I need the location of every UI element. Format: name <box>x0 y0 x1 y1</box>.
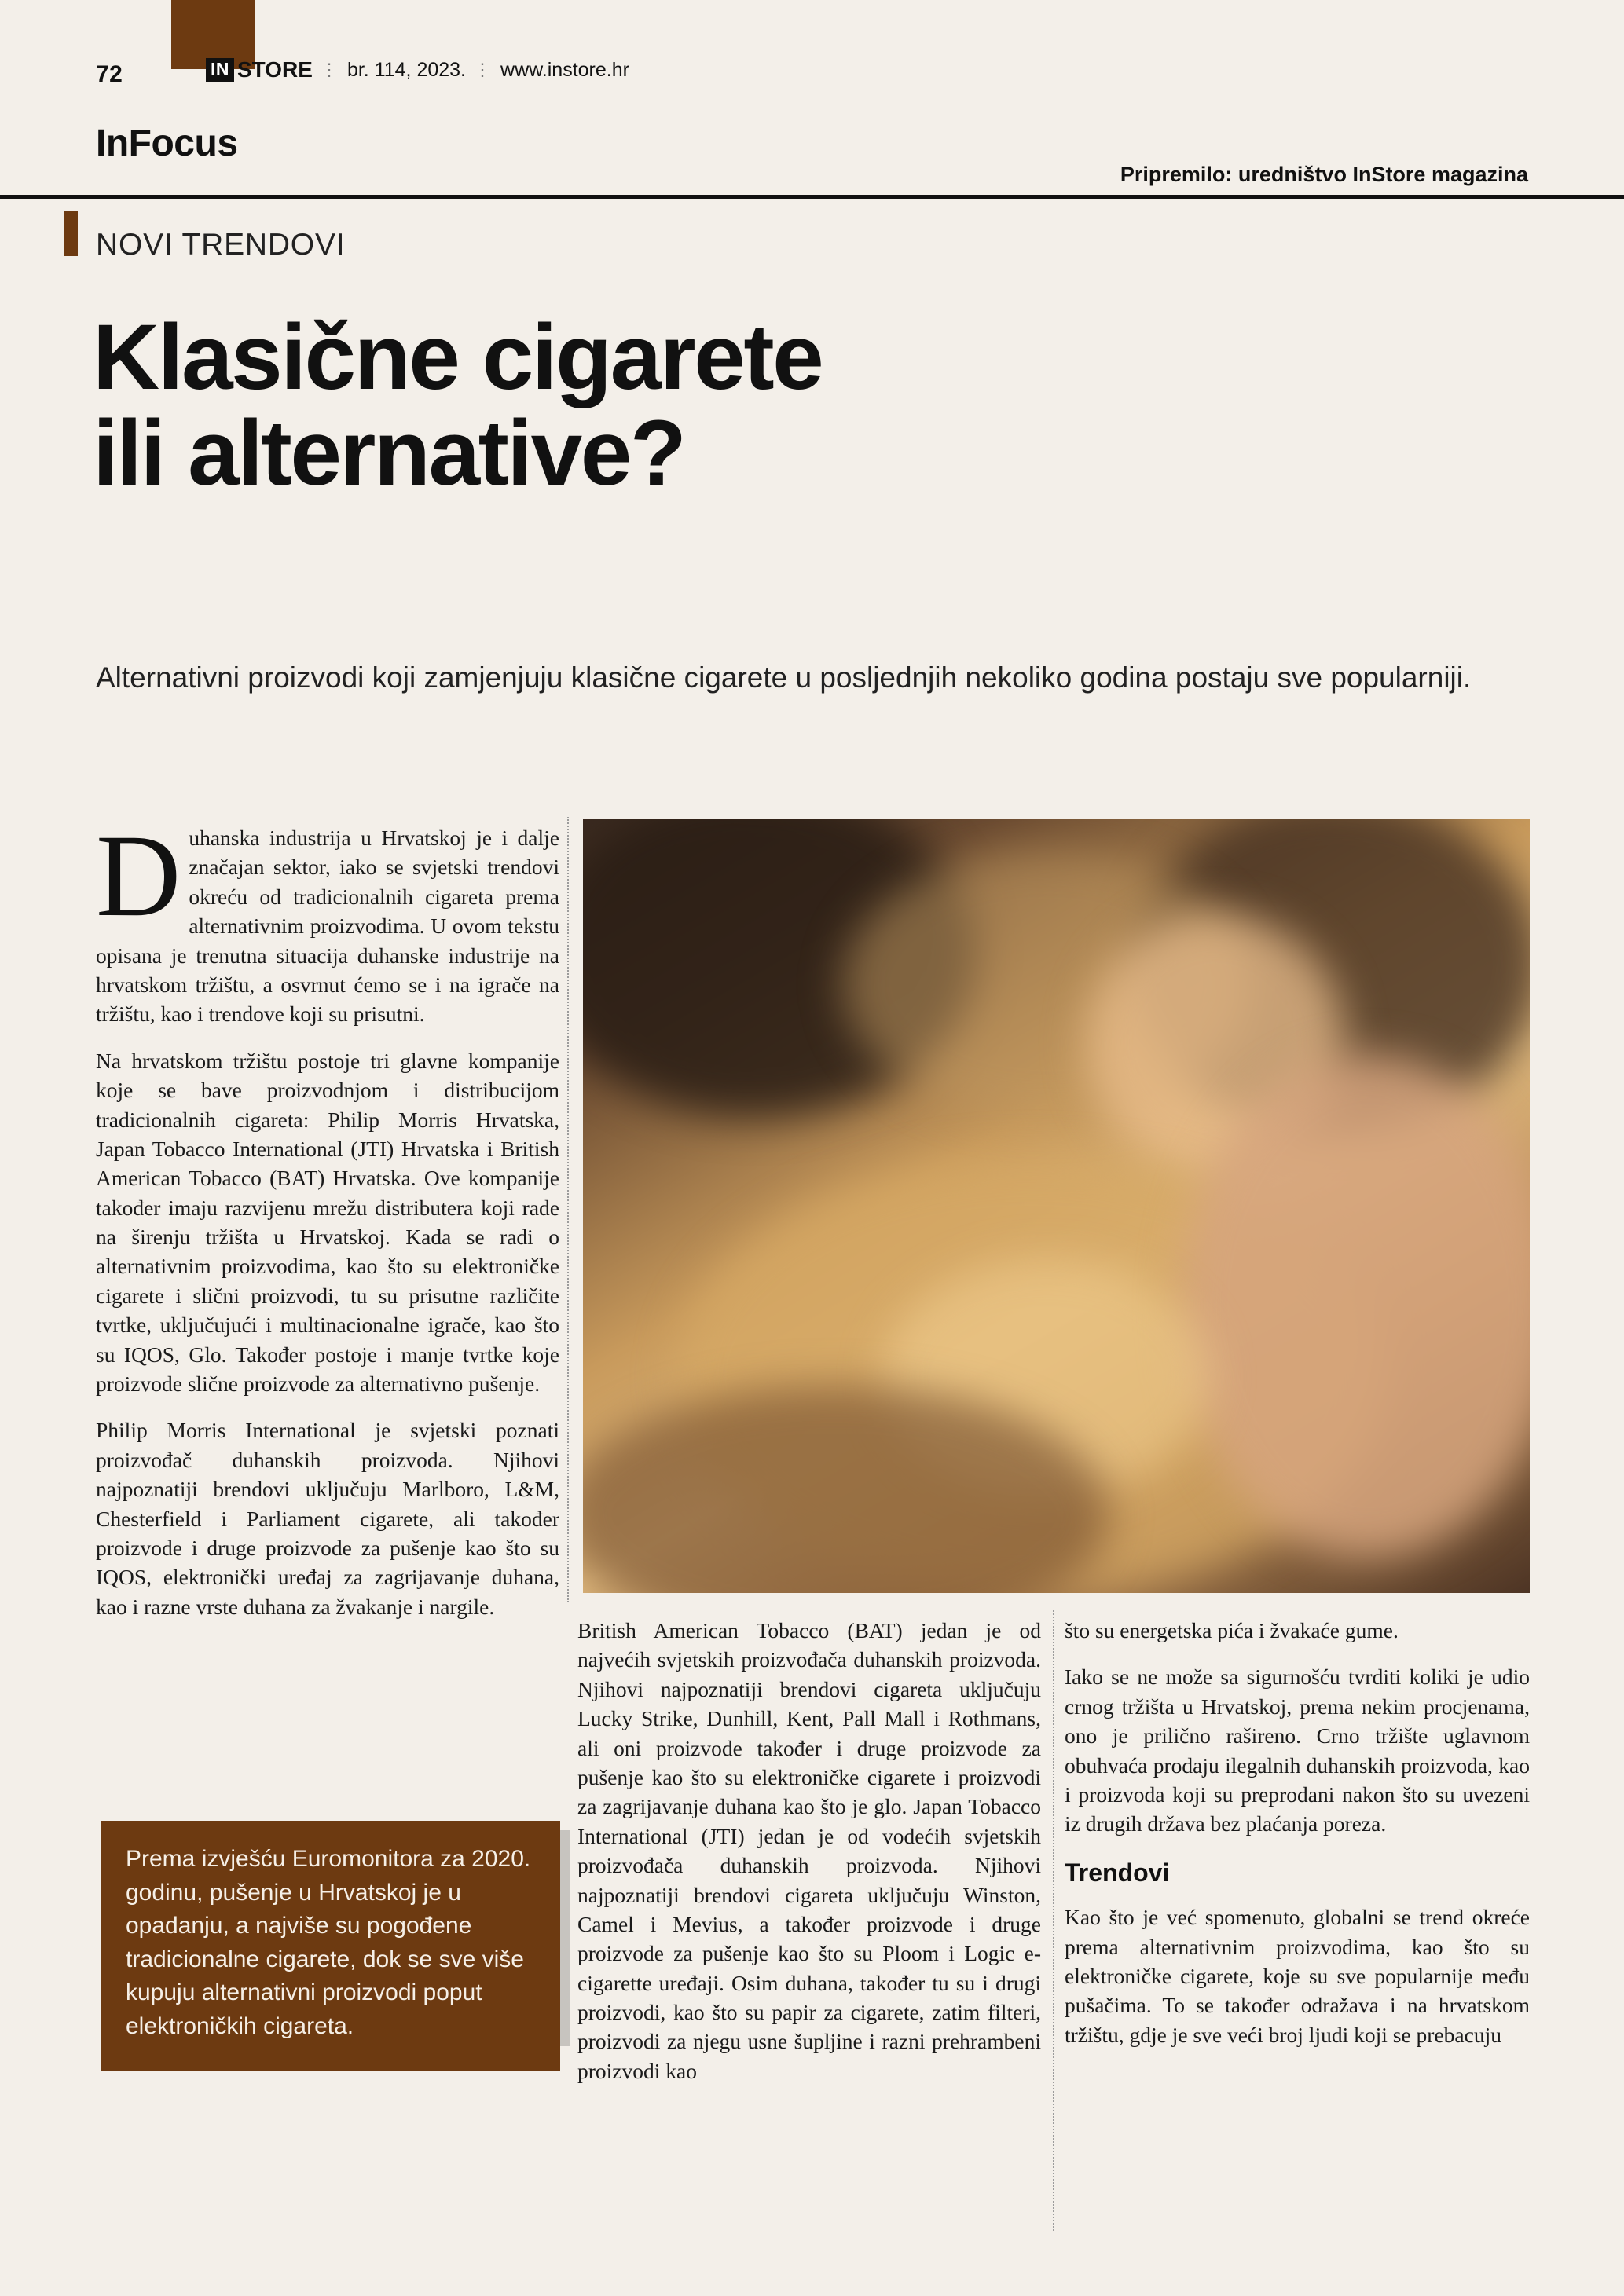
masthead-separator-1: ⋮ <box>320 60 339 79</box>
paragraph: Kao što je već spomenuto, globalni se trend okreće prema alternativnim proizvodima, kao što su elektroničke cigarete, koje su sve popularnije među pušačima. To se također odražava i na hrvatskom tržištu, gdje je sve veći broj ljudi koji se prebacuju <box>1065 1905 1530 2047</box>
body-column-2 <box>577 1616 1041 2103</box>
paragraph-text: uhanska industrija u Hrvatskoj je i dalje značajan sektor, iako se svjetski trendovi okreću od tradicionalnih cigareta prema alternativnim proizvodima. U ovom tekstu opisana je trenutna situacija duhanske industrije na hrvatskom tržištu, a osvrnut ćemo se i na igrače na tržištu, kao i trendove koji su prisutni. <box>96 826 559 1027</box>
column-divider-2 <box>1053 1610 1054 2231</box>
issue-meta: br. 114, 2023. <box>346 58 467 81</box>
article-photo <box>583 819 1530 1593</box>
paragraph: Iako se ne može sa sigurnošću tvrditi koliki je udio crnog tržišta u Hrvatskoj, prema nekim procjenama, ono je prilično rašireno. Crno tržište uglavnom obuhvaća prodaju ilegalnih duhanskih proizvoda, kao i proizvoda koji su preprodani nakon što su uvezeni iz drugih država bez plaćanja poreza. <box>1065 1664 1530 1836</box>
headline-line-1: Klasične cigarete <box>93 306 823 409</box>
paragraph: Na hrvatskom tržištu postoje tri glavne kompanije koje se bave proizvodnjom i distribucijom tradicionalnih cigareta: Philip Morris Hrvatska, Japan Tobacco International (JTI) Hrvatska i British American Tobacco (BAT) Hrvatska. Ove kompanije također imaju razvijenu mrežu distributera koji rade na širenju tržišta u Hrvatskoj. Kada se radi o alternativnim proizvodima, kao što su elektroničke cigarete i slični proizvodi, tu su prisutne različite tvrtke, uključujući i multinacionalne igrače, kao što su IQOS, Glo. Također postoje i manje tvrtke koje proizvode slične proizvode za alternativno pušenje. <box>96 1048 559 1397</box>
header-rule <box>0 195 1624 199</box>
column-divider-1 <box>567 817 569 1602</box>
credit-line: Pripremilo: uredništvo InStore magazina <box>1120 163 1528 186</box>
masthead-in: IN <box>206 58 234 82</box>
page-header <box>0 0 1624 196</box>
masthead-separator-2: ⋮ <box>474 60 493 79</box>
paragraph: British American Tobacco (BAT) jedan je od najvećih svjetskih proizvođača duhanskih proizvoda. Njihovi najpoznatiji brendovi cigareta uključuju Lucky Strike, Dunhill, Kent, Pall Mall i Rothmans, ali oni proizvode također i druge proizvode za pušenje kao što su elektroničke cigarete i proizvodi za zagrijavanje duhana kao što je glo. Japan Tobacco International (JTI) jedan je od vodećih svjetskih proizvođača duhanskih proizvoda. Njihovi najpoznatiji brendovi cigareta uključuju Winston, Camel i Mevius, a također proizvode i druge proizvode za pušenje kao što su Ploom i Logic e-cigarette uređaji. Osim duhana, također tu su i drugi proizvodi, kao što su papir za cigarete, zatim filteri, proizvodi za njegu usne šupljine i razni prehrambeni proizvodi kao <box>577 1618 1041 2083</box>
headline-line-2: ili alternative? <box>93 401 685 505</box>
body-column-3 <box>1065 1616 1530 2067</box>
section-title: InFocus <box>96 123 238 164</box>
website-url[interactable]: www.instore.hr <box>500 58 629 81</box>
body-column-1 <box>96 811 559 1639</box>
paragraph-with-dropcap <box>96 811 559 1029</box>
masthead <box>206 58 629 82</box>
paragraph: Philip Morris International je svjetski poznati proizvođač duhanskih proizvoda. Njihovi najpoznatiji brendovi uključuju Marlboro, L&M, Chesterfield i Parliament cigarete, ali također proizvode i druge proizvode za pušenje kao što su IQOS, elektronički uređaj za zagrijavanje duhana, kao i razne vrste duhana za žvakanje i nargile. <box>96 1418 559 1619</box>
paragraph: što su energetska pića i žvakaće gume. <box>1065 1618 1399 1642</box>
highlight-box: Prema izvješću Euromonitora za 2020. godinu, pušenje u Hrvatskoj je u opadanju, a najviše su pogođene tradicionalne cigarete, dok se sve više kupuju alternativni proizvodi poput elektroničkih cigareta. <box>101 1821 560 2071</box>
dropcap-letter: D <box>96 811 181 941</box>
page-number: 72 <box>96 61 123 87</box>
kicker-accent-bar <box>64 211 78 256</box>
article-standfirst: Alternativni proizvodi koji zamjenjuju klasične cigarete u posljednjih nekoliko godina postaju sve popularniji. <box>96 661 1472 694</box>
subheading-trendovi: Trendovi <box>1065 1858 1170 1887</box>
masthead-store: STORE <box>237 57 313 82</box>
article-headline <box>93 306 1271 505</box>
article-kicker: NOVI TRENDOVI <box>96 228 346 262</box>
